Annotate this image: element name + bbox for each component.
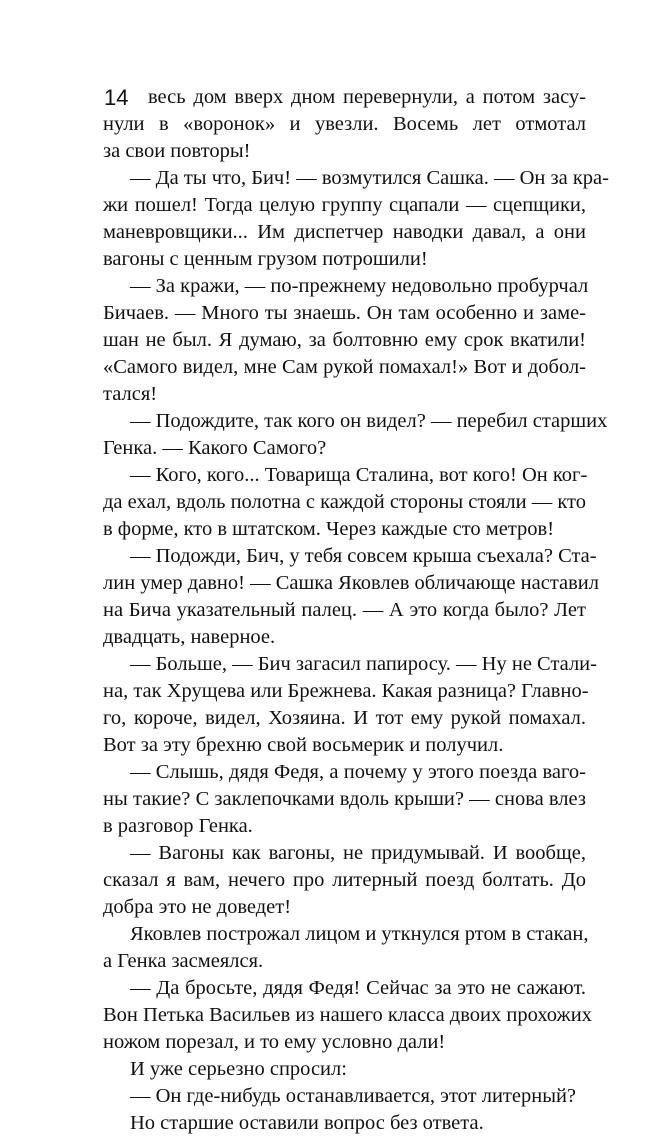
text-line: го, короче, видел, Хозяина. И тот ему рукой помахал. (103, 707, 586, 729)
text-line: тался! (103, 383, 158, 405)
text-line: а Генка засмеялся. (103, 950, 264, 972)
text-line: — Больше, — Бич загасил папиросу. — Ну не Стали- (130, 653, 597, 675)
text-line: — Кого, кого... Товарища Сталина, вот кого! Он ког- (130, 464, 588, 486)
text-line: — Вагоны как вагоны, не придумывай. И вообще, (130, 842, 586, 864)
text-line: в форме, кто в штатском. Через каждые сто метров! (103, 518, 555, 540)
text-line: в разговор Генка. (103, 815, 253, 837)
text-line: — За кражи, — по-прежнему недовольно пробурчал (130, 275, 589, 297)
text-line: нули в «воронок» и увезли. Восемь лет отмотал (103, 113, 586, 135)
text-line: вагоны с ценным грузом потрошили! (103, 248, 428, 270)
text-line: двадцать, наверное. (103, 626, 276, 648)
text-line: Бичаев. — Много ты знаешь. Он там особенно и заме- (103, 302, 586, 324)
text-line: — Он где-нибудь останавливается, этот литерный? (130, 1085, 577, 1107)
text-line: лин умер давно! — Сашка Яковлев обличающе наставил (103, 572, 600, 594)
text-line: сказал я вам, нечего про литерный поезд болтать. До (103, 869, 586, 891)
text-line: — Слышь, дядя Федя, а почему у этого поезда ваго- (130, 761, 586, 783)
text-line: — Да бросьте, дядя Федя! Сейчас за это не сажают. (130, 977, 586, 999)
text-line: добра это не доведет! (103, 896, 292, 918)
text-line: на Бича указательный палец. — А это когда было? Лет (103, 599, 586, 621)
text-line: Вон Петька Васильев из нашего класса двоих прохожих (103, 1004, 592, 1026)
text-line: Генка. — Какого Самого? (103, 437, 327, 459)
text-line: шан не был. Я думаю, за болтовню ему срок вкатили! (103, 329, 586, 351)
text-line: — Да ты что, Бич! — возмутился Сашка. — Он за кра- (130, 167, 609, 189)
text-line: — Подожди, Бич, у тебя совсем крыша съехала? Ста- (130, 545, 597, 567)
page-number: 14 (104, 85, 129, 110)
text-line: Вот за эту брехню свой восьмерик и получил. (103, 734, 504, 756)
text-line: да ехал, вдоль полотна с каждой стороны стояли — кто (103, 491, 586, 513)
text-line: «Самого видел, мне Сам рукой помахал!» Вот и добол- (103, 356, 586, 378)
text-line: весь дом вверх дном перевернули, а потом засу- (148, 86, 586, 108)
text-line: маневровщики... Им диспетчер наводки давал, а они (103, 221, 586, 243)
text-line: — Подождите, так кого он видел? — перебил старших (130, 410, 608, 432)
text-line: ны такие? С заклепочками вдоль крыши? — снова влез (103, 788, 586, 810)
text-line: Яковлев построжал лицом и уткнулся ртом в стакан, (130, 923, 589, 945)
text-line: ножом порезал, и то ему условно дали! (103, 1031, 446, 1053)
text-line: Но старшие оставили вопрос без ответа. (130, 1112, 484, 1134)
text-line: И уже серьезно спросил: (130, 1058, 347, 1080)
text-line: на, так Хрущева или Брежнева. Какая разница? Главно- (103, 680, 589, 702)
text-line: за свои повторы! (103, 140, 251, 162)
text-line: жи пошел! Тогда целую группу сцапали — сцепщики, (103, 194, 586, 216)
page-body-text (103, 84, 609, 1137)
